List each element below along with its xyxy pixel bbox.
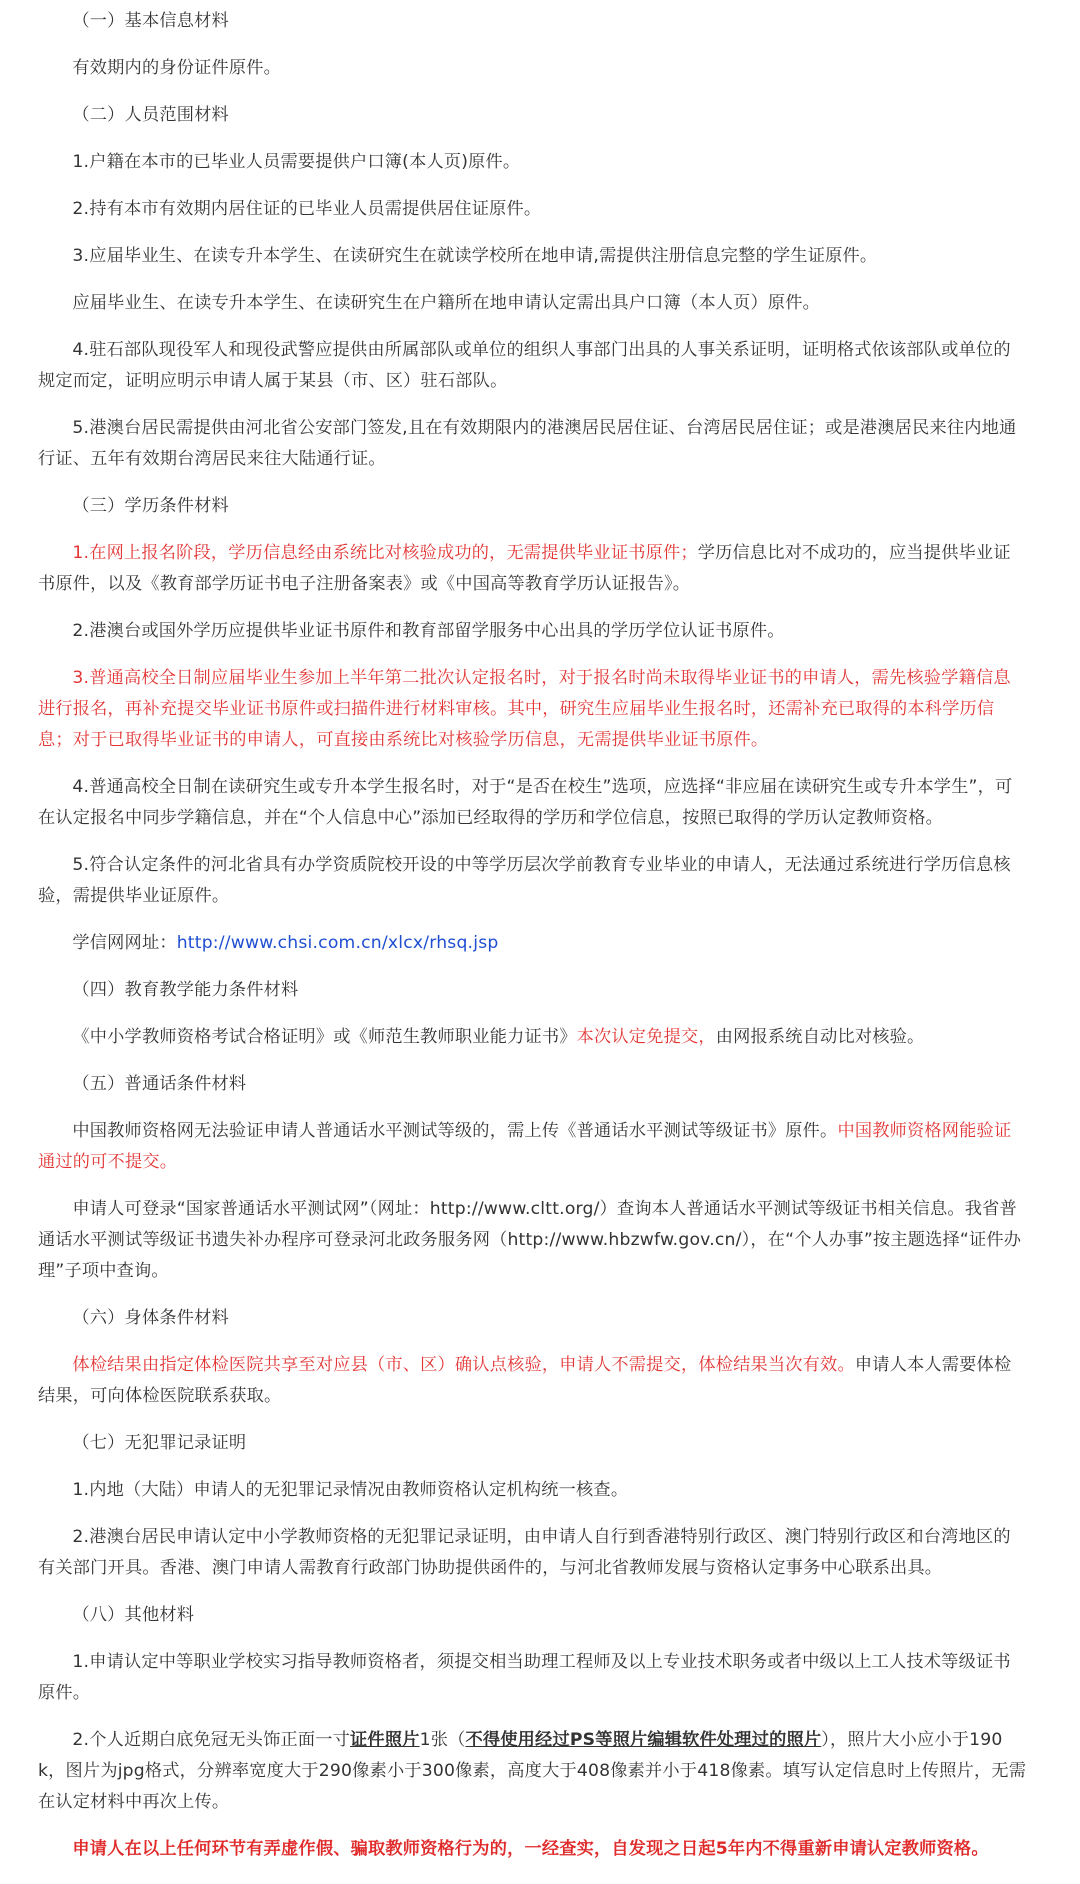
paragraph [38,1022,1028,1053]
paragraph [38,1725,1028,1818]
section-heading: （四）教育教学能力条件材料 [72,980,299,1000]
paragraph: 2.港澳台居民申请认定中小学教师资格的无犯罪记录证明，由申请人自行到香港特别行政区、澳门特别行政区和台湾地区的有关部门开具。香港、澳门申请人需教育行政部门协助提供函件的，与河北省教师发展与资格认定事务中心联系出具。 [38,1527,1011,1578]
highlight-text: 普通高校全日制应届毕业生参加上半年第二批次认定报名时，对于报名时尚未取得毕业证书的申请人，需先核验学籍信息进行报名，再补充提交毕业证书原件或扫描件进行材料审核。其中，研究生应届毕业生报名时，还需补充已取得的本科学历信息；对于已取得毕业证书的申请人，可直接由系统比对核验学历信息，无需提供毕业证书原件。 [38,668,1011,750]
section-heading: （七）无犯罪记录证明 [72,1433,247,1453]
warning-notice: 申请人在以上任何环节有弄虚作假、骗取教师资格行为的，一经查实，自发现之日起5年内不得重新申请认定教师资格。 [72,1839,989,1859]
highlight-text: 体检结果由指定体检医院共享至对应县（市、区）确认点核验，申请人不需提交，体检结果当次有效。 [72,1355,855,1375]
paragraph: 2.港澳台或国外学历应提供毕业证书原件和教育部留学服务中心出具的学历学位认证书原件。 [72,621,785,641]
section-heading: （二）人员范围材料 [72,105,229,125]
highlight-text: 中国教师资格网能验证通过的可不提交。 [38,1121,1012,1172]
url-label: 学信网网址： [72,933,177,953]
paragraph: 1.申请认定中等职业学校实习指导教师资格者，须提交相当助理工程师及以上专业技术职务或者中级以上工人技术等级证书原件。 [38,1652,1011,1703]
paragraph: 4.普通高校全日制在读研究生或专升本学生报名时，对于“是否在校生”选项，应选择“非应届在读研究生或专升本学生”，可在认定报名中同步学籍信息，并在“个人信息中心”添加已经取得的学历和学位信息，按照已取得的学历认定教师资格。 [38,777,1013,828]
text: ），照片大小应小于190k，图片为jpg格式，分辨率宽度大于290像素小于300像素，高度大于408像素并小于418像素。填写认定信息时上传照片，无需在认定材料中再次上传。 [38,1730,1027,1812]
paragraph: 5.符合认定条件的河北省具有办学资质院校开设的中等学历层次学前教育专业毕业的申请人，无法通过系统进行学历信息核验，需提供毕业证原件。 [38,855,1011,906]
paragraph: 申请人可登录“国家普通话水平测试网”（网址：http://www.cltt.org/）查询本人普通话水平测试等级证书相关信息。我省普通话水平测试等级证书遗失补办程序可登录河北政务服务网（http://www.hbzwfw.gov.cn/），在“个人办事”按主题选择“证件办理”子项中查询。 [38,1199,1022,1281]
paragraph: 1.内地（大陆）申请人的无犯罪记录情况由教师资格认定机构统一核查。 [72,1480,629,1500]
text: 1张（ [419,1730,466,1750]
emphasis-text: 不得使用经过PS等照片编辑软件处理过的照片 [465,1730,822,1750]
text: 中国教师资格网无法验证申请人普通话水平测试等级的，需上传《普通话水平测试等级证书》原件。 [72,1121,838,1141]
chsi-link[interactable]: http://www.chsi.com.cn/xlcx/rhsq.jsp [176,933,499,953]
paragraph [38,928,1028,959]
paragraph [38,538,1028,600]
paragraph: 有效期内的身份证件原件。 [72,58,282,78]
paragraph: 5.港澳台居民需提供由河北省公安部门签发,且在有效期限内的港澳居民居住证、台湾居民居住证；或是港澳居民来往内地通行证、五年有效期台湾居民来往大陆通行证。 [38,418,1017,469]
section-heading: （五）普通话条件材料 [72,1074,247,1094]
highlight-text: 1.在网上报名阶段，学历信息经由系统比对核验成功的，无需提供毕业证书原件； [72,543,698,563]
text: 2.个人近期白底免冠无头饰正面一寸 [72,1730,351,1750]
section-heading: （一）基本信息材料 [72,11,229,31]
section-heading: （三）学历条件材料 [72,496,229,516]
text: 申请人本人需要体检结果，可向体检医院联系获取。 [38,1355,1012,1406]
paragraph [38,663,1028,756]
text: 学历信息比对不成功的，应当提供毕业证书原件，以及《教育部学历证书电子注册备案表》或《中国高等教育学历认证报告》。 [38,543,1011,594]
paragraph: 2.持有本市有效期内居住证的已毕业人员需提供居住证原件。 [72,199,542,219]
text: 《中小学教师资格考试合格证明》或《师范生教师职业能力证书》 [72,1027,577,1047]
emphasis-text: 证件照片 [350,1730,420,1750]
paragraph: 1.户籍在本市的已毕业人员需要提供户口簿(本人页)原件。 [72,152,521,172]
paragraph: 3.应届毕业生、在读专升本学生、在读研究生在就读学校所在地申请,需提供注册信息完整的学生证原件。 [72,246,878,266]
highlight-text: 本次认定免提交， [576,1027,716,1047]
paragraph [38,1350,1028,1412]
text: 由网报系统自动比对核验。 [715,1027,925,1047]
number: 3. [72,668,90,688]
paragraph: 4.驻石部队现役军人和现役武警应提供由所属部队或单位的组织人事部门出具的人事关系证明，证明格式依该部队或单位的规定而定，证明应明示申请人属于某县（市、区）驻石部队。 [38,340,1011,391]
paragraph [38,1116,1028,1178]
section-heading: （六）身体条件材料 [72,1308,229,1328]
section-heading: （八）其他材料 [72,1605,195,1625]
paragraph: 应届毕业生、在读专升本学生、在读研究生在户籍所在地申请认定需出具户口簿（本人页）原件。 [72,293,821,313]
